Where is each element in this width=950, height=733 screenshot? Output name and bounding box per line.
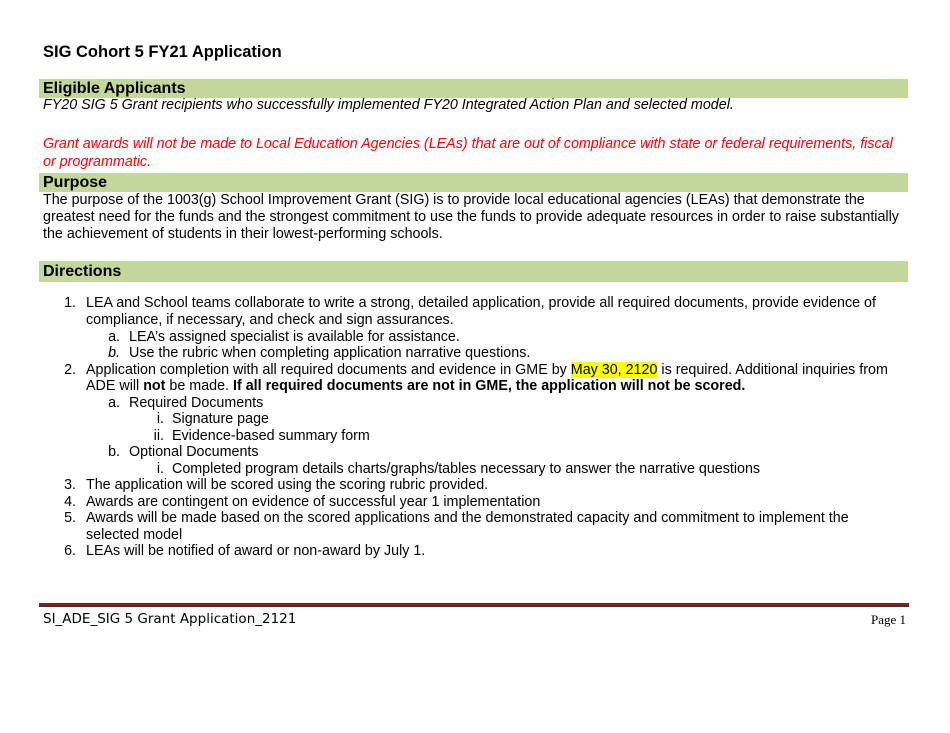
- list-number: 4.: [64, 494, 76, 510]
- compliance-warning-line1: Grant awards will not be made to Local Education Agencies (LEAs) that are out of compliance with state or federal requirements, fiscal: [43, 136, 893, 152]
- list-subitem-text: Required Documents: [129, 395, 264, 411]
- purpose-line1: The purpose of the 1003(g) School Improvement Grant (SIG) is to provide local educational agencies (LEAs) that demonstrate the: [43, 192, 865, 208]
- page-number: Page 1: [870, 612, 906, 627]
- list-letter: a.: [108, 395, 120, 411]
- list-number: 2.: [64, 362, 76, 378]
- list-item-text: LEA and School teams collaborate to write a strong, detailed application, provide all required documents, provide evidence of: [86, 295, 876, 311]
- list-subitem-text: LEA’s assigned specialist is available for assistance.: [129, 329, 460, 345]
- list-subsubitem-text: Evidence-based summary form: [172, 428, 370, 444]
- list-item-text: Awards will be made based on the scored applications and the demonstrated capacity and commitment to implement the: [86, 510, 849, 526]
- list-number: 1.: [64, 295, 76, 311]
- section-heading-directions: Directions: [39, 261, 908, 282]
- footer-filename: SI_ADE_SIG 5 Grant Application_2121: [43, 611, 297, 627]
- eligible-description: FY20 SIG 5 Grant recipients who successfully implemented FY20 Integrated Action Plan and selected model.: [43, 97, 734, 113]
- section-heading-eligible-applicants: Eligible Applicants: [39, 79, 908, 98]
- list-item-text: LEAs will be notified of award or non-award by July 1.: [86, 543, 426, 559]
- list-item-text: [86, 378, 745, 395]
- list-item-text: Awards are contingent on evidence of successful year 1 implementation: [86, 494, 541, 510]
- text-span: Application completion with all required documents and evidence in GME by: [86, 362, 571, 378]
- bold-not: not: [143, 378, 166, 394]
- text-span: is required. Additional inquiries from: [657, 362, 888, 378]
- list-roman: i.: [156, 411, 164, 427]
- list-subitem-text: Use the rubric when completing application narrative questions.: [129, 345, 531, 361]
- list-letter: a.: [108, 329, 120, 345]
- list-roman: i.: [156, 461, 164, 477]
- text-span: be made.: [165, 378, 233, 394]
- list-letter: b.: [108, 444, 120, 460]
- list-number: 3.: [64, 477, 76, 493]
- list-roman: ii.: [153, 428, 164, 444]
- purpose-paragraph: [43, 192, 909, 243]
- list-item-text: compliance, if necessary, and check and sign assurances.: [86, 312, 454, 328]
- list-subitem-text: Optional Documents: [129, 444, 259, 460]
- list-item-text: [86, 362, 888, 379]
- purpose-line2: greatest need for the funds and the strongest commitment to use the funds to provide adequate resources in order to raise substantially: [43, 209, 899, 225]
- list-subsubitem-text: Completed program details charts/graphs/tables necessary to answer the narrative questions: [172, 461, 761, 477]
- document-title: SIG Cohort 5 FY21 Application: [43, 43, 282, 61]
- list-letter: b.: [108, 345, 120, 361]
- footer-divider-shadow: [39, 606, 909, 607]
- bold-warning: If all required documents are not in GME, the application will not be scored.: [233, 378, 746, 394]
- purpose-line3: the achievement of students in their lowest-performing schools.: [43, 226, 443, 242]
- compliance-warning-line2: or programmatic.: [43, 154, 152, 170]
- compliance-warning: [43, 135, 909, 171]
- list-number: 6.: [64, 543, 76, 559]
- text-span: ADE will: [86, 378, 144, 394]
- section-heading-purpose: Purpose: [39, 173, 908, 192]
- list-item-text: selected model: [86, 527, 183, 543]
- list-number: 5.: [64, 510, 76, 526]
- highlighted-deadline: May 30, 2120: [570, 362, 658, 378]
- list-subsubitem-text: Signature page: [172, 411, 269, 427]
- list-item-text: The application will be scored using the scoring rubric provided.: [86, 477, 489, 493]
